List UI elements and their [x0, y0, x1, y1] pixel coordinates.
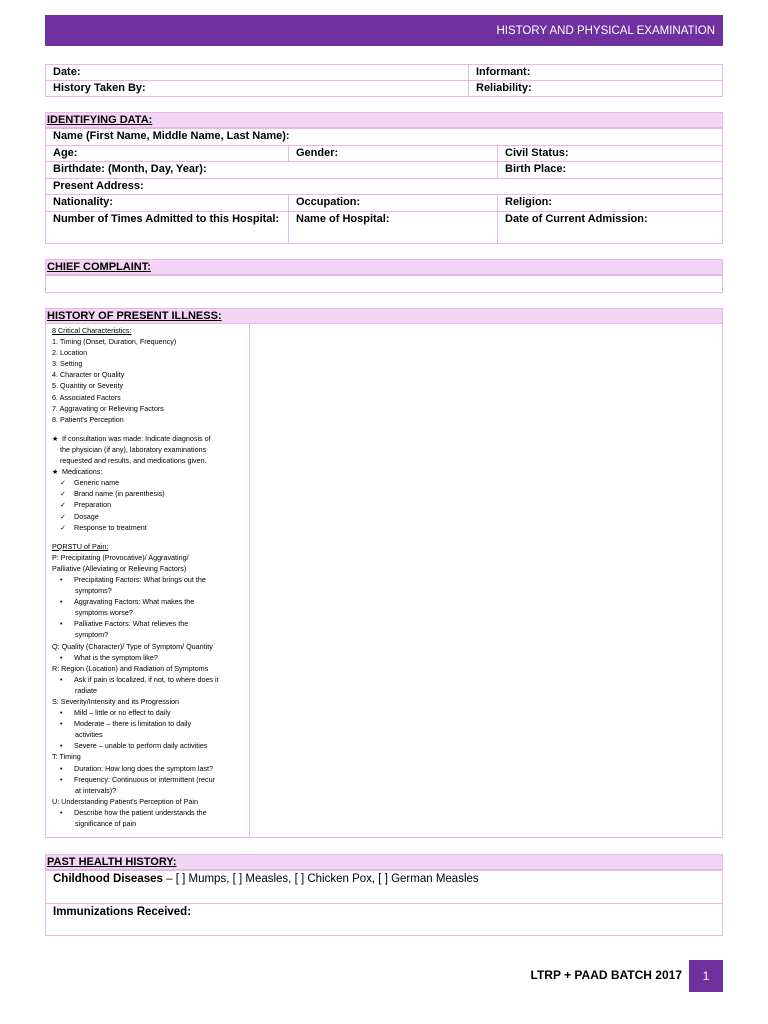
nationality-field[interactable]: Nationality: [46, 195, 289, 212]
present-address-field[interactable]: Present Address: [46, 179, 723, 195]
document-title: HISTORY AND PHYSICAL EXAMINATION [496, 24, 715, 37]
star-bullet-icon: ★ [52, 433, 59, 443]
list-item: 7. Aggravating or Relieving Factors [52, 403, 164, 413]
name-field[interactable]: Name (First Name, Middle Name, Last Name): [46, 129, 723, 146]
occupation-field[interactable]: Occupation: [289, 195, 498, 212]
chief-complaint-field[interactable] [46, 276, 723, 293]
list-item: Brand name (in parenthesis) [74, 489, 165, 499]
hpi-notes-area[interactable] [251, 324, 722, 837]
top-fields-table [45, 64, 723, 97]
birth-place-field[interactable]: Birth Place: [498, 162, 723, 179]
list-item: activities [75, 730, 103, 740]
birthdate-field[interactable]: Birthdate: (Month, Day, Year): [46, 162, 498, 179]
list-item: radiate [75, 685, 97, 695]
pqrstu-line: S: Severity/Intensity and its Progression [52, 697, 180, 706]
pqrstu-line: T: Timing [52, 752, 81, 762]
consult-note: requested and results, and medications given. [60, 456, 207, 466]
bullet-icon: • [60, 652, 63, 662]
list-item: significance of pain [75, 819, 137, 829]
check-icon: ✓ [60, 511, 67, 521]
chief-complaint-heading: CHIEF COMPLAINT: [45, 259, 723, 275]
name-of-hospital-field[interactable]: Name of Hospital: [289, 212, 498, 244]
pqrstu-line: R: Region (Location) and Radiation of Symptoms [52, 663, 209, 673]
childhood-diseases-options[interactable]: – [ ] Mumps, [ ] Measles, [ ] Chicken Pox, [ ] German Measles [162, 873, 479, 885]
past-health-heading: PAST HEALTH HISTORY: [45, 854, 723, 870]
pqrstu-line: Palliative (Alleviating or Relieving Factors) [52, 563, 187, 573]
bullet-icon: • [60, 674, 63, 684]
list-item: Dosage [74, 511, 99, 521]
bullet-icon: • [60, 741, 63, 751]
childhood-diseases-field[interactable] [46, 871, 723, 904]
list-item: symptom? [75, 630, 109, 640]
pqrstu-line: U: Understanding Patient's Perception of Pain [52, 796, 199, 806]
age-field[interactable]: Age: [46, 146, 289, 162]
bullet-icon: • [60, 763, 63, 773]
bullet-icon: • [60, 597, 63, 607]
past-health-table [45, 870, 723, 936]
hpi-guide: 8 Critical Characteristics: 1. Timing (Onset, Duration, Frequency) 2. Location 3. Setting 4. Character or Quality 5. Quantity or Severity 6. Associated Factors 7. Aggravating or Relieving Factors 8. Patient's Perception ★ If consultation was made: Indicate diagnosis of the physician (if any), laboratory examinations requested and results, and medications given. ★ Medications: ✓ Generic name ✓ Brand name (in parenthesis) ✓ Preparation ✓ Dosage ✓ Response to treatment PQRSTU of Pain: P: Precipitating (Provocative)/ Aggravating/ Palliative (Alleviating or Relieving Factors) • Precipitating Factors: What brings out the symptoms? • Aggravating Factors: What makes the symptoms worse? • Palliative Factors: What relieves the symptom? Q: Quality (Character)/ Type of Symptom/ Quantity • What is the symptom like? R: Region (Location) and Radiation of Symptoms • Ask if pain is localized, if not, to where does it radiate S: Severity/Intensity and its Progression • Mild – little or no effect to daily • Moderate – there is limitation to daily activities • Severe – unable to perform daily activities T: Timing • Duration: How long does the symptom last? • Frequency: Continuous or intermittent (recur at intervals)? U: Understanding Patient's Perception of Pain • Describe how the patient understands the significance of pain [46, 324, 250, 837]
list-item: at intervals)? [75, 785, 117, 795]
list-item: 8. Patient's Perception [52, 414, 124, 424]
religion-field[interactable]: Religion: [498, 195, 723, 212]
list-item: symptoms worse? [75, 608, 133, 618]
list-item: Preparation [74, 500, 112, 510]
list-item: 1. Timing (Onset, Duration, Frequency) [52, 337, 177, 347]
check-icon: ✓ [60, 500, 67, 510]
list-item: Response to treatment [74, 522, 147, 532]
medications-label: Medications: [62, 467, 103, 477]
times-admitted-field[interactable]: Number of Times Admitted to this Hospital: [46, 212, 289, 244]
pqrstu-line: Q: Quality (Character)/ Type of Symptom/ Quantity [52, 641, 213, 651]
bullet-icon: • [60, 774, 63, 784]
gender-field[interactable]: Gender: [289, 146, 498, 162]
bullet-icon: • [60, 807, 63, 817]
immunizations-field[interactable]: Immunizations Received: [46, 904, 723, 936]
list-item: 5. Quantity or Severity [52, 381, 124, 391]
pqrstu-title: PQRSTU of Pain: [52, 541, 109, 551]
reliability-field[interactable]: Reliability: [469, 81, 723, 97]
bullet-icon: • [60, 708, 63, 718]
civil-status-field[interactable]: Civil Status: [498, 146, 723, 162]
check-icon: ✓ [60, 478, 67, 488]
list-item: symptoms? [75, 586, 112, 596]
list-item: 2. Location [52, 348, 88, 358]
check-icon: ✓ [60, 522, 67, 532]
hpi-heading: HISTORY OF PRESENT ILLNESS: [45, 308, 723, 324]
chief-complaint-table [45, 275, 723, 293]
list-item: Generic name [74, 478, 120, 488]
identifying-data-table [45, 128, 723, 244]
page-number: 1 [689, 960, 723, 992]
bullet-icon: • [60, 619, 63, 629]
consult-note: If consultation was made: Indicate diagnosis of [62, 433, 211, 443]
star-bullet-icon: ★ [52, 467, 59, 477]
identifying-data-heading: IDENTIFYING DATA: [45, 112, 723, 128]
list-item: 4. Character or Quality [52, 370, 125, 380]
check-icon: ✓ [60, 489, 67, 499]
bullet-icon: • [60, 574, 63, 584]
date-current-admission-field[interactable]: Date of Current Admission: [498, 212, 723, 244]
bullet-icon: • [60, 719, 63, 729]
date-field[interactable]: Date: [46, 65, 469, 81]
characteristics-title: 8 Critical Characteristics: [52, 326, 132, 335]
childhood-diseases-label: Childhood Diseases [53, 873, 163, 885]
informant-field[interactable]: Informant: [469, 65, 723, 81]
list-item: 6. Associated Factors [52, 392, 121, 402]
header-bar [45, 15, 723, 46]
history-taken-by-field[interactable]: History Taken By: [46, 81, 469, 97]
consult-note: the physician (if any), laboratory examinations [60, 444, 207, 454]
pqrstu-line: P: Precipitating (Provocative)/ Aggravating/ [52, 552, 189, 562]
list-item: 3. Setting [52, 359, 83, 369]
hpi-box [45, 324, 723, 838]
footer-text: LTRP + PAAD BATCH 2017 [530, 968, 682, 982]
